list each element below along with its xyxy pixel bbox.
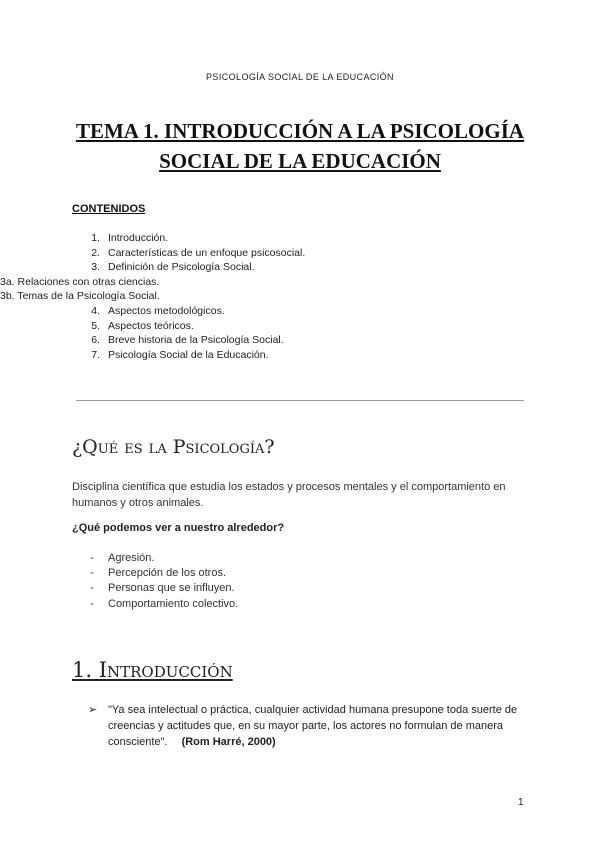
list-item-label: Breve historia de la Psicología Social. [108, 334, 284, 347]
observations-list [0, 551, 600, 612]
page-title [40, 116, 560, 176]
contents-heading: CONTENIDOS [72, 203, 146, 215]
list-item-label: Personas que se influyen. [108, 582, 235, 595]
section-divider [76, 400, 524, 401]
dash-bullet: - [90, 552, 94, 564]
page-header: PSICOLOGÍA SOCIAL DE LA EDUCACIÓN [206, 72, 394, 82]
list-item-label: Temas de la Psicología Social. [17, 290, 160, 303]
contents-list [0, 231, 600, 362]
list-item-label: Aspectos teóricos. [108, 319, 194, 332]
page-title-line-1: TEMA 1. INTRODUCCIÓN A LA PSICOLOGÍA [75, 119, 525, 143]
page-title-line-2: SOCIAL DE LA EDUCACIÓN [159, 149, 441, 173]
list-item [0, 581, 600, 596]
quote-author: (Rom Harré, 2000) [181, 735, 276, 748]
list-item [0, 289, 600, 304]
list-item-label: Comportamiento colectivo. [108, 597, 239, 610]
list-item-number: 7. [91, 348, 100, 361]
list-item [0, 597, 600, 612]
list-item-label: Aspectos metodológicos. [108, 304, 225, 317]
list-item-number: 6. [91, 334, 100, 347]
list-item-number: 3a. [0, 275, 15, 288]
list-item-label: Psicología Social de la Educación. [108, 348, 269, 361]
list-item-number: 1. [91, 232, 100, 244]
list-item-label: Percepción de los otros. [108, 567, 227, 580]
list-item [0, 319, 600, 334]
list-item-label: Relaciones con otras ciencias. [17, 275, 160, 288]
dash-bullet: - [90, 567, 94, 580]
list-item-label: Definición de Psicología Social. [108, 261, 255, 274]
section-heading-introduccion: 1. Introducción [72, 658, 233, 682]
question-text: ¿Qué podemos ver a nuestro alrededor? [72, 522, 285, 534]
section-heading-psicologia: ¿Qué es la Psicología? [72, 436, 275, 458]
list-item [0, 551, 600, 566]
list-item [0, 348, 600, 363]
arrow-bullet-icon: ➢ [88, 704, 98, 716]
page-number: 1 [518, 797, 524, 808]
list-item [0, 333, 600, 348]
list-item-number: 5. [91, 319, 100, 332]
list-item [0, 231, 600, 246]
list-item-number: 3. [91, 261, 100, 274]
list-item-label: Agresión. [108, 552, 155, 564]
dash-bullet: - [90, 582, 94, 595]
quote-text-container [108, 703, 548, 750]
list-item [0, 304, 600, 319]
list-item-label: Características de un enfoque psicosocial. [108, 246, 306, 259]
quote-text: "Ya sea intelectual o práctica, cualquier actividad humana presupone toda suerte de creencias y actitudes que, en su mayor parte, los actores no formulan de manera consciente". [108, 704, 518, 748]
list-item [0, 260, 600, 275]
list-item [0, 566, 600, 581]
list-item-number: 2. [91, 246, 100, 259]
list-item-number: 4. [91, 304, 100, 317]
dash-bullet: - [90, 597, 94, 610]
definition-paragraph: Disciplina científica que estudia los estados y procesos mentales y el comportamiento en humanos y otros animales. [72, 481, 506, 509]
list-item-number: 3b. [0, 290, 15, 303]
list-item-label: Introducción. [108, 232, 169, 244]
list-item [0, 246, 600, 261]
list-item [0, 275, 600, 290]
